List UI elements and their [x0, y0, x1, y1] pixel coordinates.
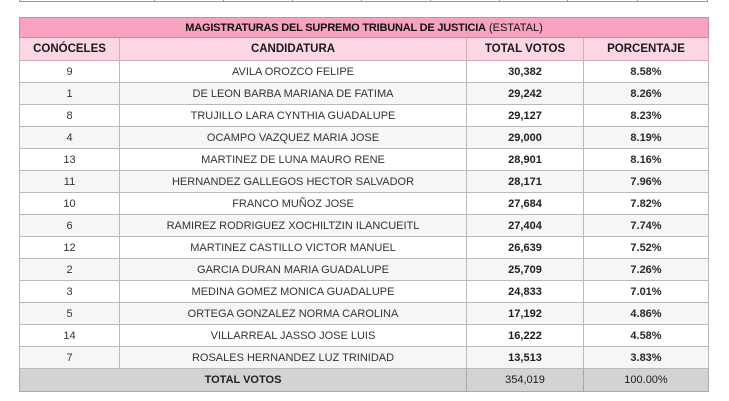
cell-candidatura: RAMIREZ RODRIGUEZ XOCHILTZIN ILANCUEITL: [120, 215, 467, 237]
cell-porcentaje: 7.74%: [584, 215, 709, 237]
cell-candidatura: OCAMPO VAZQUEZ MARIA JOSE: [120, 127, 467, 149]
previous-table-cell: [224, 0, 293, 1]
cell-porcentaje: 3.83%: [584, 347, 709, 369]
cell-conoceles: 9: [20, 61, 120, 83]
cell-candidatura: VILLARREAL JASSO JOSE LUIS: [120, 325, 467, 347]
table-row: [20, 83, 709, 105]
total-votos: 354,019: [467, 369, 584, 392]
previous-table-cell: [362, 0, 431, 1]
header-porcentaje: PORCENTAJE: [584, 38, 709, 61]
cell-votos: 25,709: [467, 259, 584, 281]
cell-candidatura: MARTINEZ DE LUNA MAURO RENE: [120, 149, 467, 171]
cell-porcentaje: 7.01%: [584, 281, 709, 303]
cell-conoceles: 7: [20, 347, 120, 369]
cell-porcentaje: 8.23%: [584, 105, 709, 127]
previous-table-cell: [155, 0, 225, 1]
cell-porcentaje: 8.19%: [584, 127, 709, 149]
header-candidatura: CANDIDATURA: [120, 38, 467, 61]
cell-candidatura: ORTEGA GONZALEZ NORMA CAROLINA: [120, 303, 467, 325]
cell-porcentaje: 7.26%: [584, 259, 709, 281]
cell-candidatura: GARCIA DURAN MARIA GUADALUPE: [120, 259, 467, 281]
cell-votos: 29,127: [467, 105, 584, 127]
cell-candidatura: AVILA OROZCO FELIPE: [120, 61, 467, 83]
previous-table-bottom-edge: [19, 0, 708, 2]
table-row: [20, 325, 709, 347]
cell-porcentaje: 8.16%: [584, 149, 709, 171]
cell-candidatura: MARTINEZ CASTILLO VICTOR MANUEL: [120, 237, 467, 259]
cell-votos: 27,684: [467, 193, 584, 215]
table-header-row: [20, 38, 709, 61]
table-row: [20, 303, 709, 325]
cell-votos: 13,513: [467, 347, 584, 369]
total-porcentaje: 100.00%: [584, 369, 709, 392]
previous-table-cell: [20, 0, 155, 1]
cell-conoceles: 1: [20, 83, 120, 105]
cell-conoceles: 14: [20, 325, 120, 347]
cell-conoceles: 10: [20, 193, 120, 215]
cell-candidatura: TRUJILLO LARA CYNTHIA GUADALUPE: [120, 105, 467, 127]
table-title-suffix: (ESTATAL): [485, 21, 543, 34]
previous-table-cell: [500, 0, 569, 1]
cell-votos: 30,382: [467, 61, 584, 83]
cell-candidatura: FRANCO MUÑOZ JOSE: [120, 193, 467, 215]
total-label: TOTAL VOTOS: [20, 369, 467, 392]
cell-conoceles: 11: [20, 171, 120, 193]
table-title: [20, 18, 709, 38]
previous-table-cell: [431, 0, 500, 1]
header-total-votos: TOTAL VOTOS: [467, 38, 584, 61]
cell-votos: 29,000: [467, 127, 584, 149]
table-row: [20, 215, 709, 237]
total-row: [20, 369, 709, 392]
results-table: [19, 17, 709, 392]
table-row: [20, 281, 709, 303]
cell-conoceles: 5: [20, 303, 120, 325]
cell-votos: 24,833: [467, 281, 584, 303]
cell-porcentaje: 7.52%: [584, 237, 709, 259]
table-row: [20, 171, 709, 193]
previous-table-cell: [293, 0, 362, 1]
previous-table-cell: [638, 0, 707, 1]
table-row: [20, 347, 709, 369]
cell-candidatura: ROSALES HERNANDEZ LUZ TRINIDAD: [120, 347, 467, 369]
cell-conoceles: 8: [20, 105, 120, 127]
table-row: [20, 105, 709, 127]
cell-porcentaje: 8.26%: [584, 83, 709, 105]
cell-candidatura: HERNANDEZ GALLEGOS HECTOR SALVADOR: [120, 171, 467, 193]
table-title-row: [20, 18, 709, 38]
cell-conoceles: 12: [20, 237, 120, 259]
previous-table-cell: [568, 0, 638, 1]
table-row: [20, 193, 709, 215]
table-row: [20, 127, 709, 149]
cell-votos: 17,192: [467, 303, 584, 325]
table-row: [20, 61, 709, 83]
cell-votos: 16,222: [467, 325, 584, 347]
cell-porcentaje: 7.82%: [584, 193, 709, 215]
cell-conoceles: 4: [20, 127, 120, 149]
cell-votos: 28,171: [467, 171, 584, 193]
header-conoceles: CONÓCELES: [20, 38, 120, 61]
cell-candidatura: MEDINA GOMEZ MONICA GUADALUPE: [120, 281, 467, 303]
table-row: [20, 149, 709, 171]
cell-porcentaje: 8.58%: [584, 61, 709, 83]
cell-votos: 28,901: [467, 149, 584, 171]
cell-votos: 26,639: [467, 237, 584, 259]
cell-conoceles: 13: [20, 149, 120, 171]
cell-votos: 27,404: [467, 215, 584, 237]
table-row: [20, 237, 709, 259]
cell-porcentaje: 7.96%: [584, 171, 709, 193]
cell-conoceles: 6: [20, 215, 120, 237]
table-row: [20, 259, 709, 281]
cell-conoceles: 3: [20, 281, 120, 303]
cell-porcentaje: 4.86%: [584, 303, 709, 325]
cell-votos: 29,242: [467, 83, 584, 105]
table-title-main: MAGISTRATURAS DEL SUPREMO TRIBUNAL DE JUSTICIA: [185, 21, 486, 34]
cell-conoceles: 2: [20, 259, 120, 281]
cell-porcentaje: 4.58%: [584, 325, 709, 347]
cell-candidatura: DE LEON BARBA MARIANA DE FATIMA: [120, 83, 467, 105]
